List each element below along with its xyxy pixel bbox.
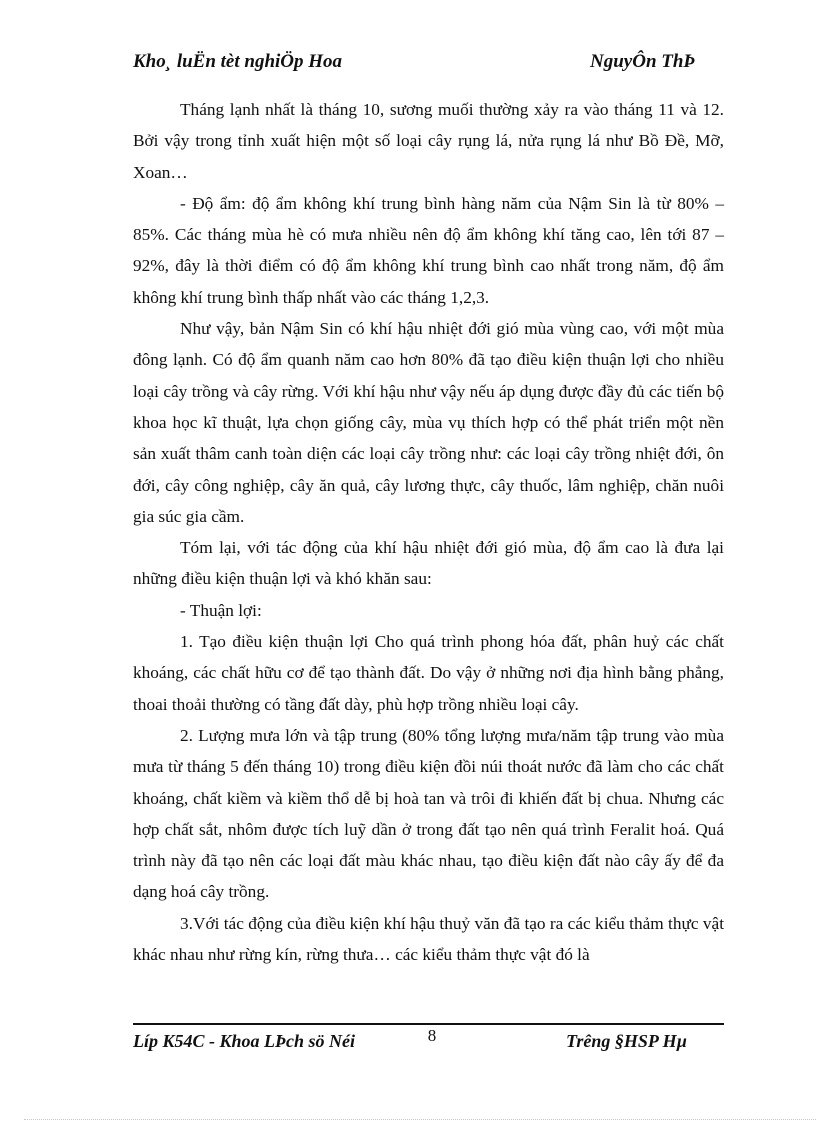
paragraph: Tóm lại, với tác động của khí hậu nhiệt đới gió mùa, độ ẩm cao là đưa lại những điều kiện thuận lợi và khó khăn sau: xyxy=(133,538,724,589)
paragraph: 3.Với tác động của điều kiện khí hậu thuỷ văn đã tạo ra các kiểu thảm thực vật khác nhau như rừng kín, rừng thưa… các kiểu thảm thực vật đó là xyxy=(133,913,724,965)
footer-left-text: Líp K54C - Khoa LÞch sö Néi xyxy=(133,1031,356,1051)
paragraph: 1. Tạo điều kiện thuận lợi Cho quá trình phong hóa đất, phân huỷ các chất khoáng, các chất hữu cơ để tạo thành đất. Do vậy ở những nơi địa hình bằng phẳng, thoai thoải thường có tầng đất dày, phù hợp trồng nhiều loại cây. xyxy=(133,632,724,714)
page-number: 8 xyxy=(427,1026,437,1045)
paragraph: - Thuận lợi: xyxy=(180,600,262,620)
header-right-text: NguyÔn ThÞ xyxy=(590,51,696,72)
footer-right-text: Trêng §HSP Hµ xyxy=(566,1031,688,1051)
page-edge-divider xyxy=(24,1119,816,1120)
paragraph: Như vậy, bản Nậm Sin có khí hậu nhiệt đới gió mùa vùng cao, với một mùa đông lạnh. Có độ ẩm quanh năm cao hơn 80% đã tạo điều kiện thuận lợi cho nhiều loại cây trồng và cây rừng. Với khí hậu như vậy nếu áp dụng được đầy đủ các tiến bộ khoa học kĩ thuật, lựa chọn giống cây, mùa vụ thích hợp có thể phát triển một nền sản xuất thâm canh toàn diện các loại cây trồng như: các loại cây trồng nhiệt đới, ôn đới, cây công nghiệp, cây ăn quả, cây lương thực, cây thuốc, lâm nghiệp, chăn nuôi gia súc gia cầm. xyxy=(133,319,724,526)
header-left-text: Kho¸ luËn tèt nghiÖp Hoa xyxy=(133,51,343,72)
paragraph: - Độ ẩm: độ ẩm không khí trung bình hàng năm của Nậm Sin là từ 80% – 85%. Các tháng mùa hè có mưa nhiều nên độ ẩm không khí tăng cao, lên tới 87 – 92%, đây là thời điểm có độ ẩm không khí trung bình cao nhất trong năm, độ ẩm không khí trung bình thấp nhất vào các tháng 1,2,3. xyxy=(133,193,724,307)
paragraph: 2. Lượng mưa lớn và tập trung (80% tổng lượng mưa/năm tập trung vào mùa mưa từ tháng 5 đến tháng 10) trong điều kiện đồi núi thoát nước đã làm cho các chất khoáng, chất kiềm và kiềm thổ dễ bị hoà tan và trôi đi khiến đất bị chua. Nhưng các hợp chất sắt, nhôm được tích luỹ dần ở trong đất tạo nên quá trình Feralit hoá. Quá trình này đã tạo nên các loại đất màu khác nhau, tạo điều kiện đất nào cây ấy để đa dạng hoá cây trồng. xyxy=(133,725,724,902)
footer-divider xyxy=(133,1023,724,1025)
document-body xyxy=(133,94,724,970)
paragraph: Tháng lạnh nhất là tháng 10, sương muối thường xảy ra vào tháng 11 và 12. Bởi vậy trong tỉnh xuất hiện một số loại cây rụng lá, nửa rụng lá như Bồ Đề, Mỡ, Xoan… xyxy=(133,100,724,182)
